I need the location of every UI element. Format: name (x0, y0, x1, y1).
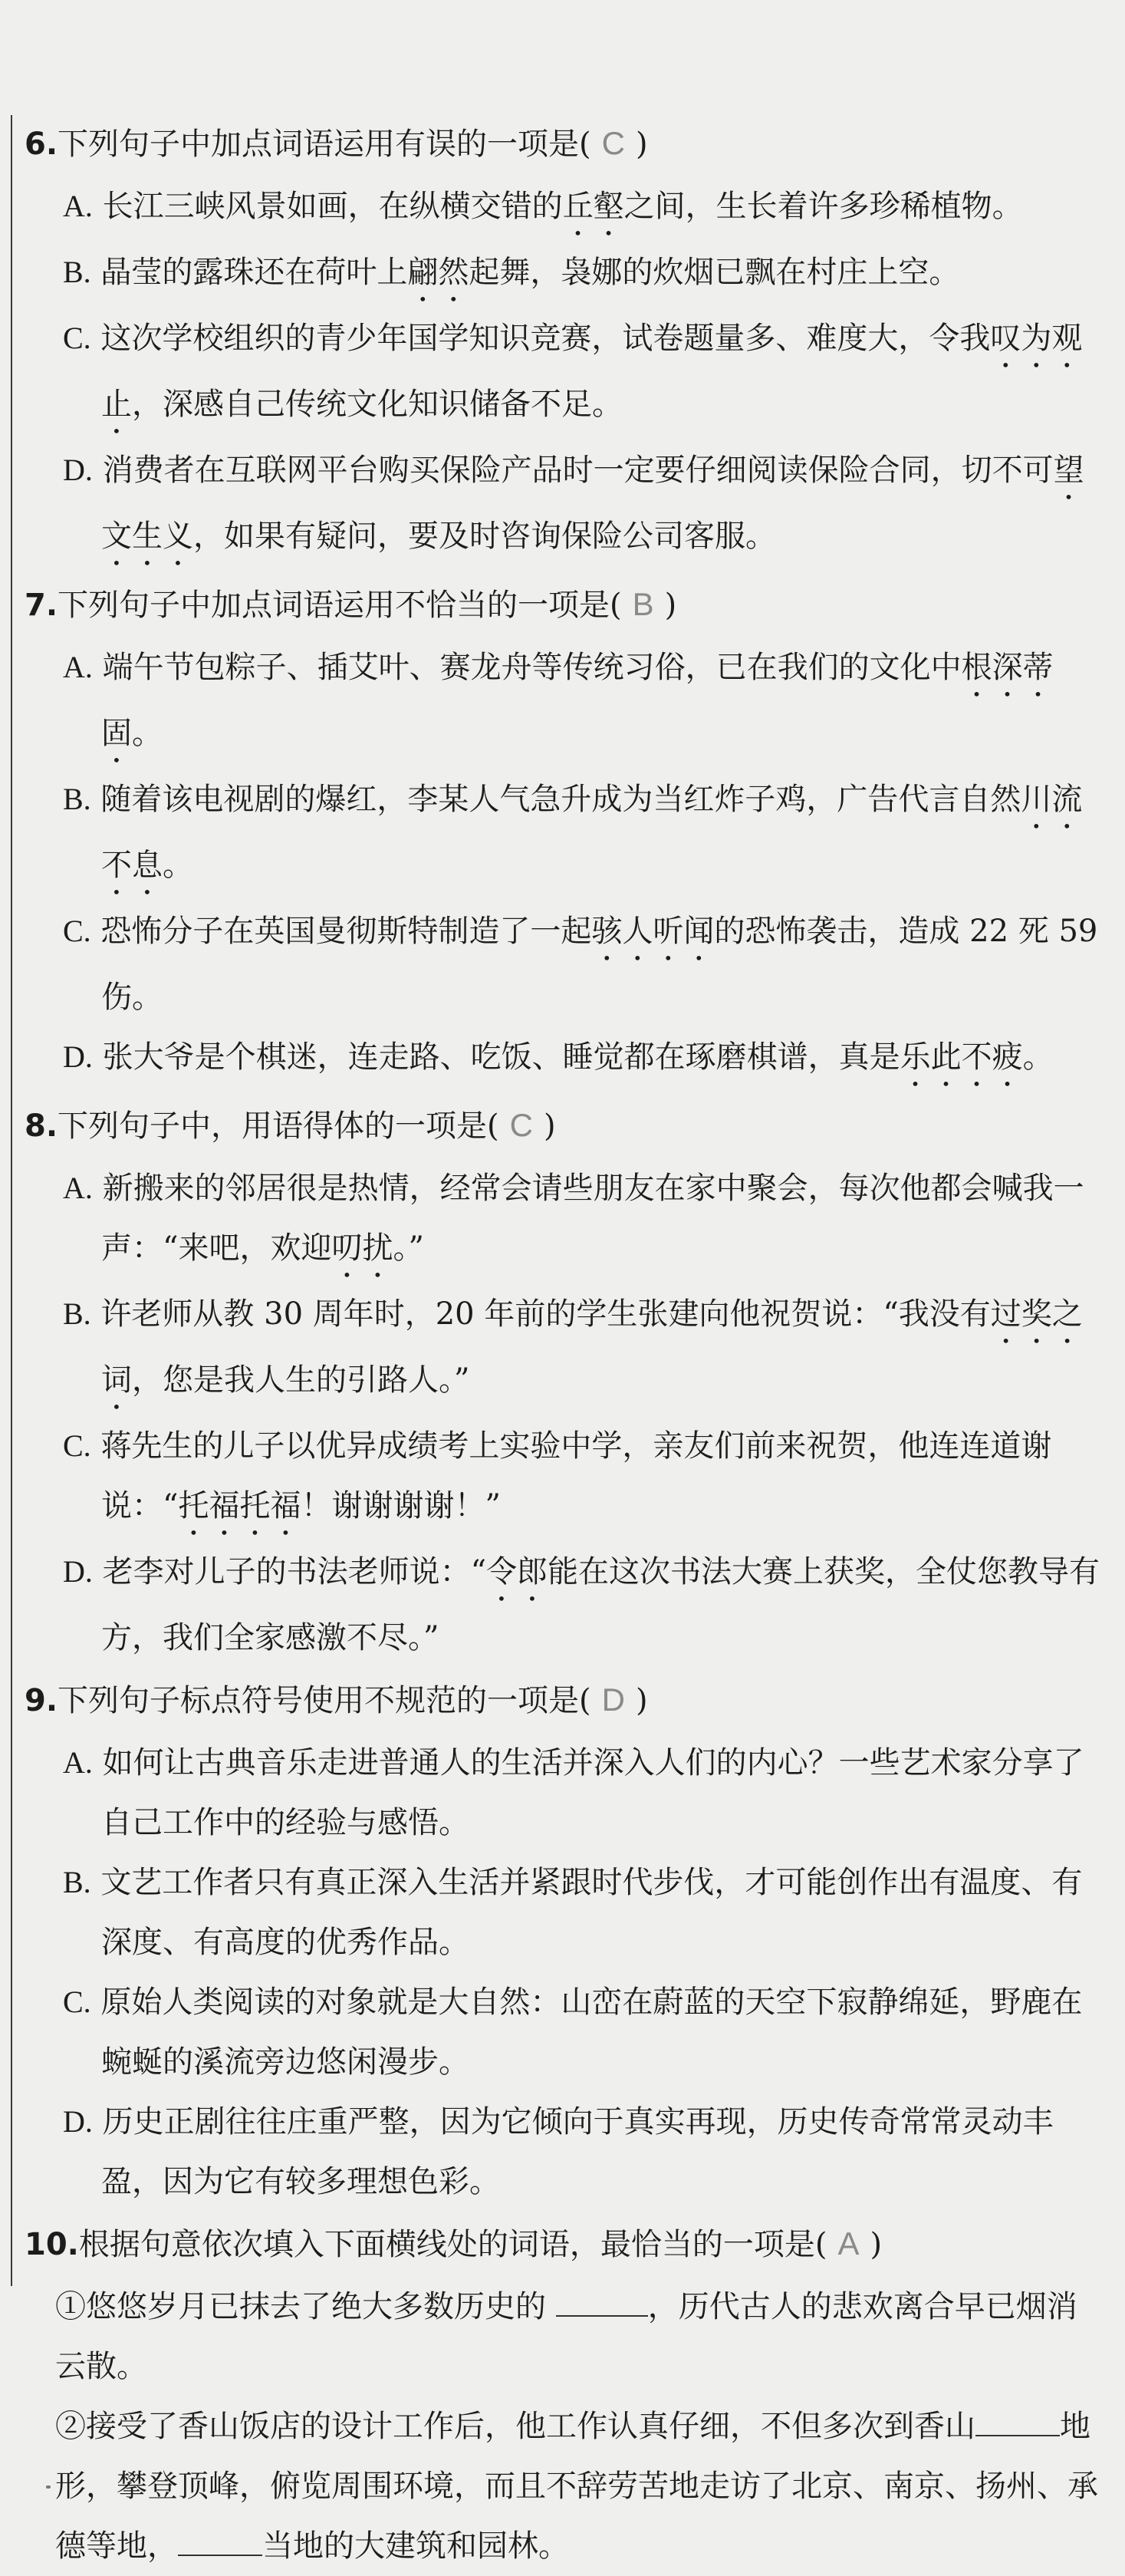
question-number: 6. (25, 127, 58, 162)
option-c (63, 1972, 1106, 2092)
option-letter: C. (63, 1985, 91, 2019)
option-b (63, 1853, 1106, 1972)
option-letter: A. (63, 189, 93, 223)
emphasized-word: 叨扰 (331, 1230, 393, 1266)
scan-speck (46, 2485, 51, 2489)
option-text: 能在这次书法大赛上获奖，全仗您教导有方，我们全家感激不尽。” (101, 1554, 1100, 1655)
option-text: ，深感自己传统文化知识储备不足。 (132, 387, 623, 422)
option-text: ！谢谢谢谢！” (301, 1488, 501, 1524)
question-10-stem (25, 2212, 1106, 2277)
option-text: 晶莹的露珠还在荷叶上 (100, 255, 408, 290)
option-d (63, 440, 1106, 572)
paren-close: ) (635, 1683, 648, 1718)
option-a (63, 637, 1106, 769)
option-d (63, 1542, 1106, 1668)
question-text: 下列句子中，用语得体的一项是( (58, 1108, 499, 1144)
option-text: 端午节包粽子、插艾叶、赛龙舟等传统习俗，已在我们的文化中 (102, 650, 962, 685)
option-text: 如何让古典音乐走进普通人的生活并深入人们的内心？一些艺术家分享了自己工作中的经验与感悟。 (101, 1745, 1084, 1840)
exercise-content (25, 111, 1106, 2576)
sentence-text: ②接受了香山饭店的设计工作后，他工作认真仔细，不但多次到香山 (55, 2409, 975, 2444)
sentence-text: 当地的大建筑和园林。 (262, 2528, 569, 2564)
question-number: 8. (25, 1108, 58, 1144)
emphasized-word: 托福托福 (178, 1488, 301, 1524)
option-text: ，如果有疑问，要及时咨询保险公司客服。 (193, 519, 776, 554)
handwritten-answer: B (632, 586, 654, 622)
question-text: 下列句子标点符号使用不规范的一项是( (58, 1683, 591, 1718)
emphasized-word: 乐此不疲 (900, 1039, 1023, 1075)
option-text: 随着该电视剧的爆红，李某人气急升成为当红炸子鸡，广告代言自然 (100, 782, 1021, 817)
option-text: 这次学校组织的青少年国学知识竞赛，试卷题量多、难度大，令我 (100, 321, 991, 356)
option-text: 。 (163, 848, 193, 883)
option-a (63, 1733, 1106, 1853)
emphasized-word: 翩然 (407, 255, 469, 290)
option-d (63, 2092, 1106, 2212)
question-number: 9. (25, 1683, 58, 1718)
option-text: 蒋先生的儿子以优异成绩考上实验中学，亲友们前来祝贺，他连连道谢说：“ (100, 1428, 1052, 1524)
handwritten-answer: C (509, 1107, 533, 1143)
option-text: ，您是我人生的引路人。” (132, 1362, 470, 1398)
question-text: 下列句子中加点词语运用有误的一项是( (58, 127, 591, 162)
fill-blank (178, 2551, 262, 2556)
emphasized-word: 过奖之词 (101, 1296, 1083, 1398)
option-text: 的恐怖袭击，造成 22 死 59 伤。 (101, 914, 1098, 1015)
option-d (63, 1027, 1106, 1093)
option-text: 长江三峡风景如画，在纵横交错的 (102, 189, 563, 224)
option-text: 新搬来的邻居很是热情，经常会请些朋友在家中聚会，每次他都会喊我一声：“来吧，欢迎 (101, 1171, 1084, 1266)
option-letter: C. (63, 321, 91, 355)
handwritten-answer: D (601, 1682, 625, 1718)
option-text: 。 (132, 716, 163, 751)
option-text: 文艺工作者只有真正深入生活并紧跟时代步伐，才可能创作出有温度、有深度、有高度的优秀作品。 (100, 1865, 1083, 1960)
option-letter: B. (63, 782, 91, 816)
fill-blank (556, 2312, 648, 2317)
option-c (63, 308, 1106, 440)
option-letter: C. (63, 1428, 91, 1463)
paren-close: ) (543, 1108, 556, 1144)
option-b (63, 769, 1106, 901)
option-letter: A. (63, 1745, 93, 1780)
sentence-text: ①悠悠岁月已抹去了绝大多数历史的 (55, 2289, 546, 2324)
option-a (63, 176, 1106, 242)
option-text: 张大爷是个棋迷，连走路、吃饭、睡觉都在琢磨棋谱，真是 (102, 1039, 900, 1075)
option-letter: A. (63, 650, 93, 684)
sentence-1 (25, 2277, 1106, 2396)
emphasized-word: 骇人听闻 (591, 914, 715, 949)
sentence-2 (25, 2396, 1106, 2576)
margin-rule (11, 115, 12, 2286)
option-text: 历史正剧往往庄重严整，因为它倾向于真实再现，历史传奇常常灵动丰盈，因为它有较多理想色彩。 (101, 2104, 1054, 2199)
option-text: 起舞，袅娜的炊烟已飘在村庄上空。 (469, 255, 960, 290)
option-letter: D. (63, 453, 93, 487)
emphasized-word: 川流不息 (101, 782, 1083, 883)
option-text: 。” (393, 1230, 424, 1266)
paren-close: ) (635, 127, 648, 162)
question-text: 下列句子中加点词语运用不恰当的一项是( (58, 588, 622, 623)
option-letter: D. (63, 1554, 93, 1589)
option-b (63, 1284, 1106, 1416)
option-text: 之间，生长着许多珍稀植物。 (623, 189, 1023, 224)
option-c (63, 901, 1106, 1027)
fill-blank (975, 2432, 1060, 2436)
question-8-stem (25, 1093, 1106, 1158)
emphasized-word: 令郎 (486, 1554, 548, 1589)
question-7-stem (25, 572, 1106, 637)
sentence-text: 地形，攀登顶峰，俯览周围环境，而且不辞劳苦地走访了北京、南京、扬州、承德等地， (55, 2409, 1098, 2564)
option-letter: B. (63, 1296, 91, 1331)
handwritten-answer: A (837, 2225, 860, 2261)
emphasized-word: 望文生义 (101, 453, 1084, 554)
option-text: 恐怖分子在英国曼彻斯特制造了一起 (100, 914, 592, 949)
option-letter: B. (63, 255, 91, 289)
option-b (63, 242, 1106, 308)
handwritten-answer: C (601, 125, 625, 161)
sentence-text: ，历代古人的悲欢离合早已烟消云散。 (55, 2289, 1077, 2384)
paren-close: ) (870, 2227, 883, 2262)
option-a (63, 1158, 1106, 1284)
question-number: 7. (25, 588, 58, 623)
option-letter: D. (63, 1039, 93, 1074)
emphasized-word: 丘壑 (562, 189, 624, 224)
option-text: 许老师从教 30 周年时，20 年前的学生张建向他祝贺说：“我没有 (100, 1296, 991, 1332)
option-letter: C. (63, 914, 91, 948)
emphasized-word: 叹为观止 (101, 321, 1083, 422)
option-text: 原始人类阅读的对象就是大自然：山峦在蔚蓝的天空下寂静绵延，野鹿在蜿蜒的溪流旁边悠闲漫步。 (100, 1985, 1083, 2080)
option-text: 。 (1022, 1039, 1054, 1075)
option-text: 消费者在互联网平台购买保险产品时一定要仔细阅读保险合同，切不可 (102, 453, 1054, 488)
option-letter: B. (63, 1865, 91, 1899)
option-c (63, 1416, 1106, 1542)
emphasized-word: 根深蒂固 (101, 650, 1054, 751)
question-9-stem (25, 1668, 1106, 1733)
paren-close: ) (664, 588, 677, 623)
question-number: 10. (25, 2227, 79, 2262)
option-letter: D. (63, 2104, 93, 2139)
option-letter: A. (63, 1171, 93, 1205)
question-6-stem (25, 111, 1106, 176)
question-text: 根据句意依次填入下面横线处的词语，最恰当的一项是( (78, 2227, 827, 2262)
option-text: 老李对儿子的书法老师说：“ (102, 1554, 487, 1589)
